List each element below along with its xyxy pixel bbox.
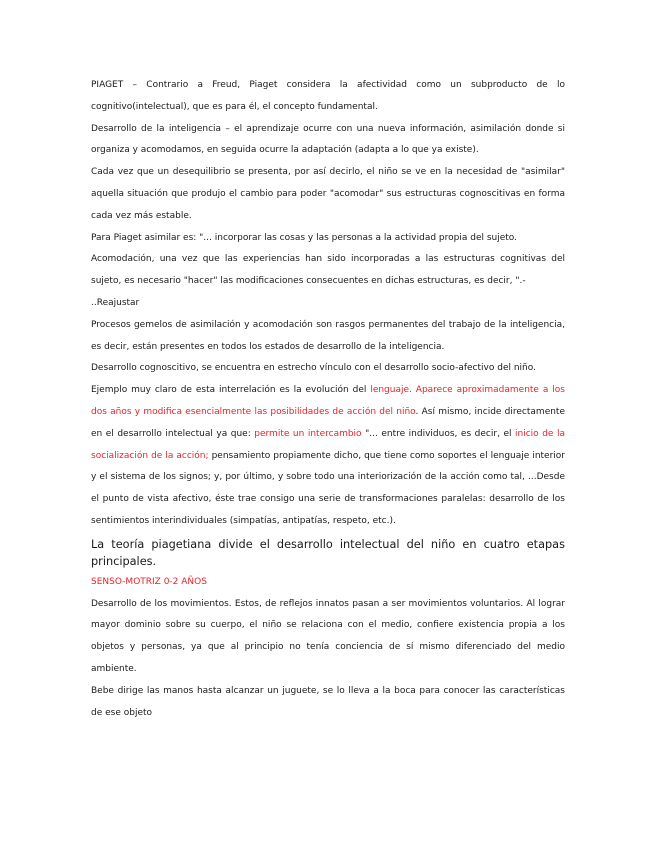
- paragraph-bebe-juguete: Bebe dirige las manos hasta alcanzar un juguete, se lo lleva a la boca para conocer las características de ese objeto: [91, 685, 565, 718]
- ejemplo-text-2: . Así mismo, incide directamente en el desarrollo intelectual ya que:: [91, 406, 565, 439]
- paragraph-desequilibrio: Cada vez que un desequilibrio se presenta, por así decirlo, el niño se ve en la necesidad de "asimilar" aquella situación que produjo el cambio para poder "acomodar" sus estructuras cognoscitivas en forma cada vez más estable.: [91, 167, 565, 221]
- paragraph-ejemplo-lenguaje: [91, 380, 565, 533]
- paragraph-desarrollo-inteligencia: Desarrollo de la inteligencia – el aprendizaje ocurre con una nueva información, asimilación donde si organiza y acomodamos, en seguida ocurre la adaptación (adapta a lo que ya existe).: [91, 123, 565, 156]
- document-body: [91, 75, 565, 724]
- ejemplo-text-4: pensamiento propiamente dicho, que tiene como soportes el lenguaje interior y el sistema de los signos; y, por último, y sobre todo una interiorización de la acción como tal, ...Desde el punto de vista afectivo, éste trae consigo una serie de transformaciones paralelas: desarrollo de los sentimientos interindividuales (simpatías, antipatías, respeto, etc.).: [91, 450, 565, 526]
- ejemplo-text-3: "... entre individuos, es decir, el: [361, 428, 516, 439]
- acomodacion-tail: ..Reajustar: [91, 297, 140, 308]
- paragraph-teoria-etapas: La teoría piagetiana divide el desarrollo intelectual del niño en cuatro etapas principales.: [91, 537, 565, 568]
- paragraph-acomodacion: [91, 249, 565, 314]
- paragraph-desarrollo-cognoscitivo: Desarrollo cognoscitivo, se encuentra en estrecho vínculo con el desarrollo socio-afectivo del niño.: [91, 363, 536, 374]
- acomodacion-text: Acomodación, una vez que las experiencias han sido incorporadas a las estructuras cognitivas del sujeto, es necesario "hacer" las modificaciones consecuentes en dichas estructuras, es decir, ".-: [91, 254, 565, 287]
- paragraph-piaget-intro: PIAGET – Contrario a Freud, Piaget considera la afectividad como un subproducto de lo cognitivo(intelectual), que es para él, el concepto fundamental.: [91, 80, 565, 112]
- paragraph-movimientos: Desarrollo de los movimientos. Estos, de reflejos innatos pasan a ser movimientos voluntarios. Al lograr mayor dominio sobre su cuerpo, el niño se relaciona con el medio, confiere existencia propia a los objetos y personas, ya que al principio no tenía conciencia de sí mismo diferenciado del medio ambiente.: [91, 598, 565, 674]
- section-heading-sensomotriz: SENSO-MOTRIZ 0-2 AÑOS: [91, 576, 207, 587]
- ejemplo-text-1: Ejemplo muy claro de esta interrelación es la evolución del: [91, 385, 371, 396]
- paragraph-procesos-gemelos: Procesos gemelos de asimilación y acomodación son rasgos permanentes del trabajo de la inteligencia, es decir, están presentes en todos los estados de desarrollo de la inteligencia.: [91, 319, 565, 352]
- highlight-socializacion: inicio de la socialización de la acción;: [91, 428, 565, 461]
- highlight-lenguaje: lenguaje. Aparece aproximadamente a los dos años y modifica esencialmente las posibilidades de acción del niño: [91, 385, 565, 417]
- paragraph-asimilar: Para Piaget asimilar es: "... incorporar las cosas y las personas a la actividad propia del sujeto.: [91, 232, 518, 243]
- highlight-intercambio: permite un intercambio: [254, 428, 362, 439]
